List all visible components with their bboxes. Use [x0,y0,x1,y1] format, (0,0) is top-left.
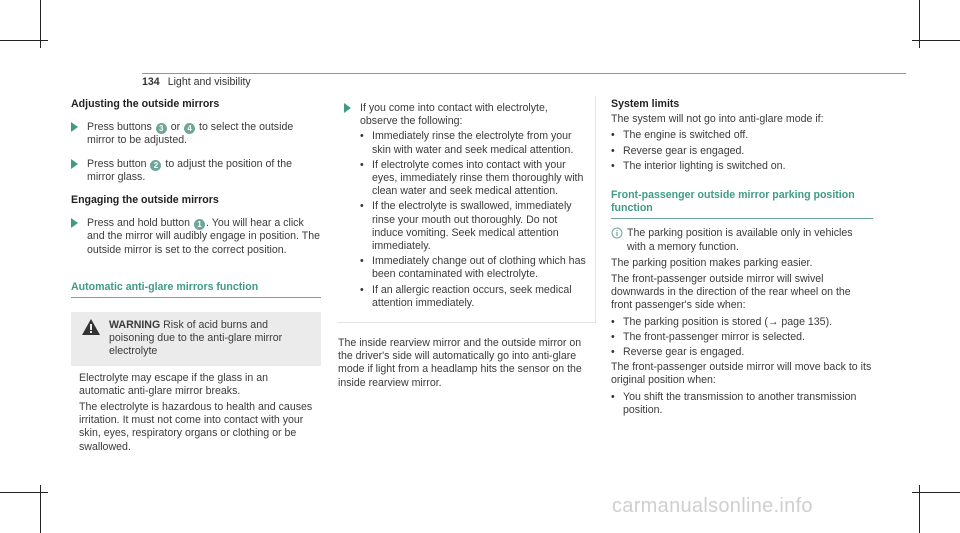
parking-text: The front-passenger outside mirror will swivel downwards in the direction of the rear wheel on the front passenger's side when: [611,273,851,312]
warning-body [71,366,321,463]
contact-instructions [338,96,596,323]
warning-triangle-icon [82,319,100,335]
arrow-icon [71,159,79,169]
info-icon [611,227,623,239]
heading-system-limits: System limits [611,98,680,110]
warning-title: Risk of acid burns and poisoning due to the anti-glare mirror electrolyte [109,319,283,358]
section-title: Light and visibility [167,76,251,88]
crop-mark [0,492,48,493]
move-back-list [611,391,873,417]
step-select-mirror: Press buttons 3 or 4 to select the outside mirror to be adjusted. [71,121,321,147]
list-item: • Immediately change out of clothing which has been contaminated with electrolyte. [360,255,587,281]
warning-header [71,312,321,366]
list-item: • If an allergic reaction occurs, seek medical attention immediately. [360,284,587,310]
step-contact: If you come into contact with electrolyte, observe the following: [344,102,587,128]
column-middle [338,98,596,390]
crop-mark [912,492,960,493]
list-item: • If electrolyte comes into contact with your eyes, immediately rinse them thoroughly with clean water and seek medical attention. [360,159,587,199]
heading-engaging: Engaging the outside mirrors [71,194,219,207]
list-item: • The engine is switched off. [611,129,873,142]
column-left [71,98,321,463]
column-right [611,98,873,419]
step-engage: Press and hold button 1 . You will hear a click and the mirror will audibly engage in position. The outside mirror is set to the correct position. [71,217,321,257]
warning-label: WARNING [109,319,161,332]
page-header [142,76,251,89]
list-item: • If the electrolyte is swallowed, immediately rinse your mouth out thoroughly. Do not induce vomiting. Seek medical attention immediately. [360,200,587,253]
arrow-icon [71,218,79,228]
header-rule [142,73,906,74]
button-1-icon: 1 [194,219,205,230]
heading-adjusting: Adjusting the outside mirrors [71,98,220,110]
limits-intro: The system will not go into anti-glare mode if: [611,113,824,126]
heading-parking-position: Front-passenger outside mirror parking position function [611,189,855,215]
watermark: carmanualsonline.info [612,495,813,517]
crop-mark [0,40,48,41]
heading-rule [71,297,321,298]
info-note: The parking position is available only in vehicles with a memory function. [611,227,873,253]
list-item: • Immediately rinse the electrolyte from your skin with water and seek medical attention. [360,130,587,156]
parking-text: The parking position makes parking easier. [611,256,813,269]
arrow-icon [71,122,79,132]
warning-text: The electrolyte is hazardous to health and causes irritation. It must not come into contact with your skin, eyes, respiratory organs or clothing or be swallowed. [79,401,313,453]
list-item: • Reverse gear is engaged. [611,145,873,158]
anti-glare-paragraph: The inside rearview mirror and the outside mirror on the driver's side will automatically go into anti-glare mode if light from a headlamp hits the sensor on the inside rearview mirror. [338,337,582,389]
warning-text: Electrolyte may escape if the glass in an automatic anti-glare mirror breaks. [79,371,269,397]
warning-box [71,312,321,463]
page-number: 134 [142,76,160,88]
arrow-icon [344,103,352,113]
step-adjust-glass: Press button 2 to adjust the position of the mirror glass. [71,158,321,184]
contact-bullet-list [360,130,587,310]
button-4-icon: 4 [184,123,195,134]
list-item: • The interior lighting is switched on. [611,160,873,173]
button-2-icon: 2 [150,160,161,171]
list-item: • The front-passenger mirror is selected. [611,331,873,344]
swivel-conditions-list [611,316,873,360]
heading-auto-anti-glare: Automatic anti-glare mirrors function [71,280,259,293]
limits-list [611,129,873,173]
list-item: • You shift the transmission to another transmission position. [611,391,873,417]
parking-text: The front-passenger outside mirror will move back to its original position when: [611,361,872,387]
crop-mark [912,40,960,41]
list-item: • Reverse gear is engaged. [611,346,873,359]
button-3-icon: 3 [156,123,167,134]
list-item: • The parking position is stored (→ page 135). [611,316,873,329]
heading-rule [611,218,873,219]
